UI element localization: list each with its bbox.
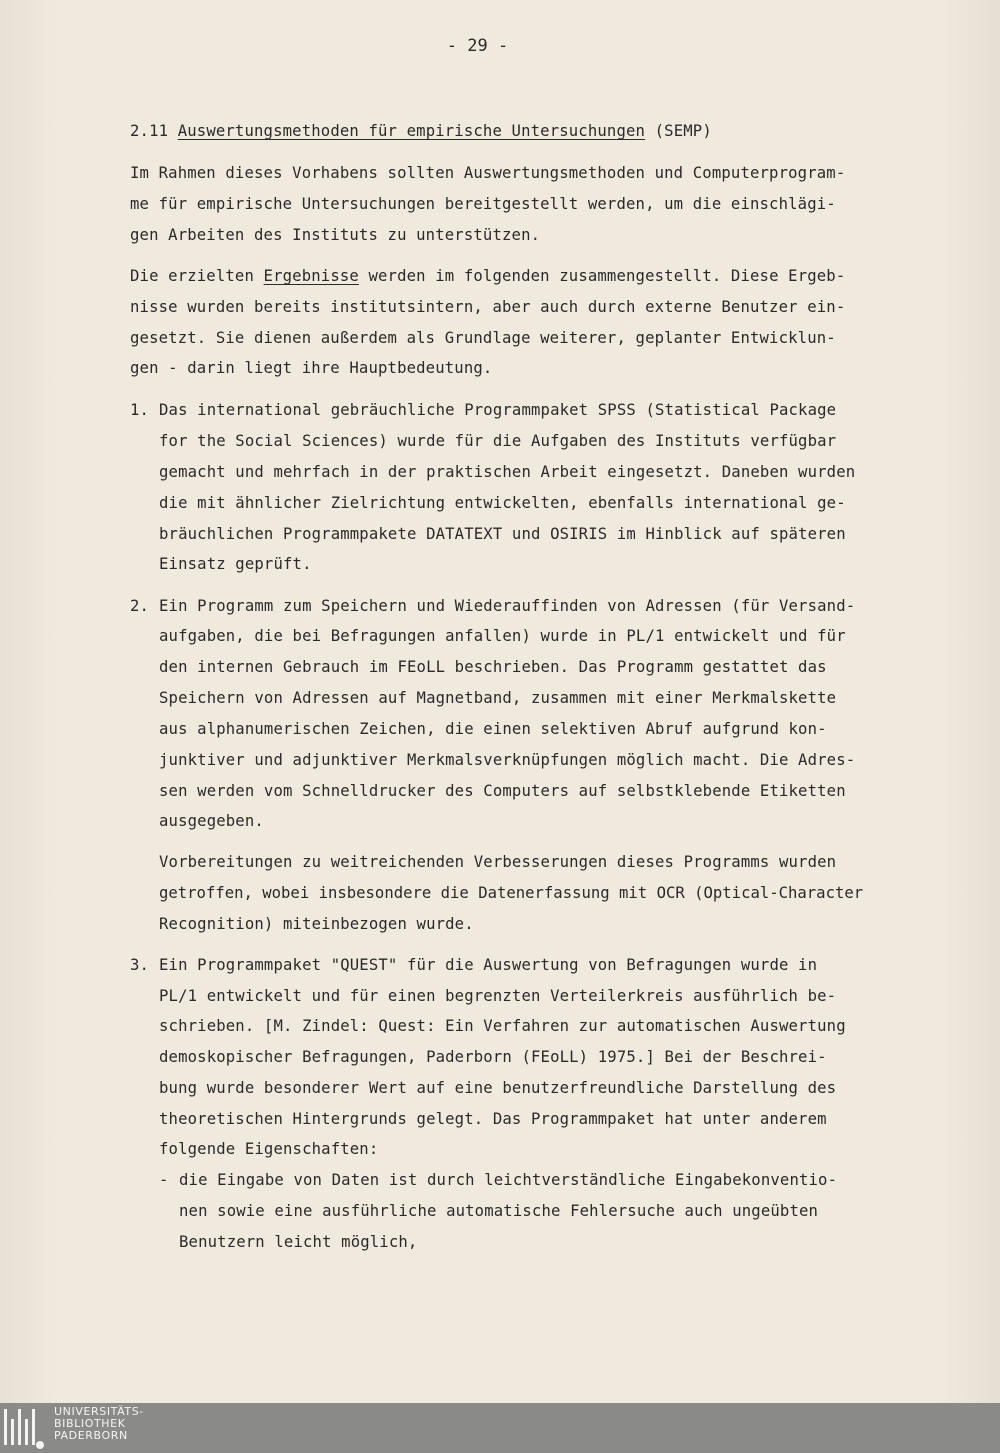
logo-line: PADERBORN (54, 1429, 128, 1442)
results-term: Ergebnisse (263, 267, 359, 285)
item2-line: Recognition) miteinbezogen wurde. (159, 915, 474, 933)
list-marker: 3. (130, 956, 150, 974)
section-abbrev: (SEMP) (654, 122, 712, 140)
item3-line: demoskopischer Befragungen, Paderborn (FEoLL) 1975.] Bei der Beschrei- (159, 1048, 827, 1066)
item1-line: die mit ähnlicher Zielrichtung entwickelten, ebenfalls international ge- (159, 494, 846, 512)
item1-line: Einsatz geprüft. (159, 555, 312, 573)
item2-line: Vorbereitungen zu weitreichenden Verbesserungen dieses Programms wurden (159, 853, 837, 871)
results-line (130, 267, 845, 285)
library-footer (0, 1403, 1000, 1453)
intro-line: me für empirische Untersuchungen bereitgestellt werden, um die einschlägi- (130, 195, 836, 213)
intro-line: gen Arbeiten des Instituts zu unterstützen. (130, 226, 541, 244)
item1-line: for the Social Sciences) wurde für die Aufgaben des Instituts verfügbar (159, 432, 837, 450)
intro-line: Im Rahmen dieses Vorhabens sollten Auswertungsmethoden und Computerprogram- (130, 164, 846, 182)
results-line: gen - darin liegt ihre Hauptbedeutung. (130, 359, 493, 377)
section-number: 2.11 (130, 122, 169, 140)
item3-line: PL/1 entwickelt und für einen begrenzten Verteilerkreis ausführlich be- (159, 987, 837, 1005)
logo-line: UNIVERSITÄTS- (54, 1405, 144, 1418)
list-marker: 1. (130, 401, 150, 419)
library-logo-icon (4, 1409, 35, 1445)
item2-line: Speichern von Adressen auf Magnetband, zusammen mit einer Merkmalskette (159, 689, 837, 707)
library-logo-text (54, 1406, 144, 1442)
logo-dot-icon (36, 1441, 44, 1449)
list-marker: 2. (130, 597, 150, 615)
item2-line: getroffen, wobei insbesondere die Datenerfassung mit OCR (Optical-Character (159, 884, 864, 902)
section-heading (130, 122, 712, 140)
item3-line: Ein Programmpaket "QUEST" für die Auswertung von Befragungen wurde in (159, 956, 818, 974)
item2-line: sen werden vom Schnelldrucker des Computers auf selbstklebende Etiketten (159, 782, 846, 800)
item3-line: schrieben. [M. Zindel: Quest: Ein Verfahren zur automatischen Auswertung (159, 1017, 846, 1035)
page-number: - 29 - (446, 36, 509, 56)
results-text: werden im folgenden zusammengestellt. Diese Ergeb- (358, 267, 846, 285)
results-line: gesetzt. Sie dienen außerdem als Grundlage weiterer, geplanter Entwicklun- (130, 329, 836, 347)
bullet-marker: - (159, 1171, 169, 1189)
results-text: Die erzielten (130, 267, 264, 285)
results-line: nisse wurden bereits institutsintern, aber auch durch externe Benutzer ein- (130, 298, 846, 316)
bullet-line: nen sowie eine ausführliche automatische Fehlersuche auch ungeübten (179, 1202, 819, 1220)
item3-line: folgende Eigenschaften: (159, 1140, 379, 1158)
item2-line: aus alphanumerischen Zeichen, die einen selektiven Abruf aufgrund kon- (159, 720, 827, 738)
item1-line: gemacht und mehrfach in der praktischen Arbeit eingesetzt. Daneben wurden (159, 463, 856, 481)
item2-line: ausgegeben. (159, 812, 264, 830)
logo-line: BIBLIOTHEK (54, 1417, 126, 1430)
item2-line: den internen Gebrauch im FEoLL beschrieben. Das Programm gestattet das (159, 658, 827, 676)
item3-line: theoretischen Hintergrunds gelegt. Das Programmpaket hat unter anderem (159, 1110, 827, 1128)
section-title: Auswertungsmethoden für empirische Untersuchungen (177, 122, 646, 140)
bullet-line: die Eingabe von Daten ist durch leichtverständliche Eingabekonventio- (179, 1171, 838, 1189)
item1-line: Das international gebräuchliche Programmpaket SPSS (Statistical Package (159, 401, 837, 419)
item1-line: bräuchlichen Programmpakete DATATEXT und OSIRIS im Hinblick auf späteren (159, 525, 846, 543)
item2-line: junktiver und adjunktiver Merkmalsverknüpfungen möglich macht. Die Adres- (159, 751, 856, 769)
bullet-line: Benutzern leicht möglich, (179, 1233, 418, 1251)
item3-line: bung wurde besonderer Wert auf eine benutzerfreundliche Darstellung des (159, 1079, 837, 1097)
item2-line: Ein Programm zum Speichern und Wiederauffinden von Adressen (für Versand- (159, 597, 856, 615)
item2-line: aufgaben, die bei Befragungen anfallen) wurde in PL/1 entwickelt und für (159, 627, 846, 645)
